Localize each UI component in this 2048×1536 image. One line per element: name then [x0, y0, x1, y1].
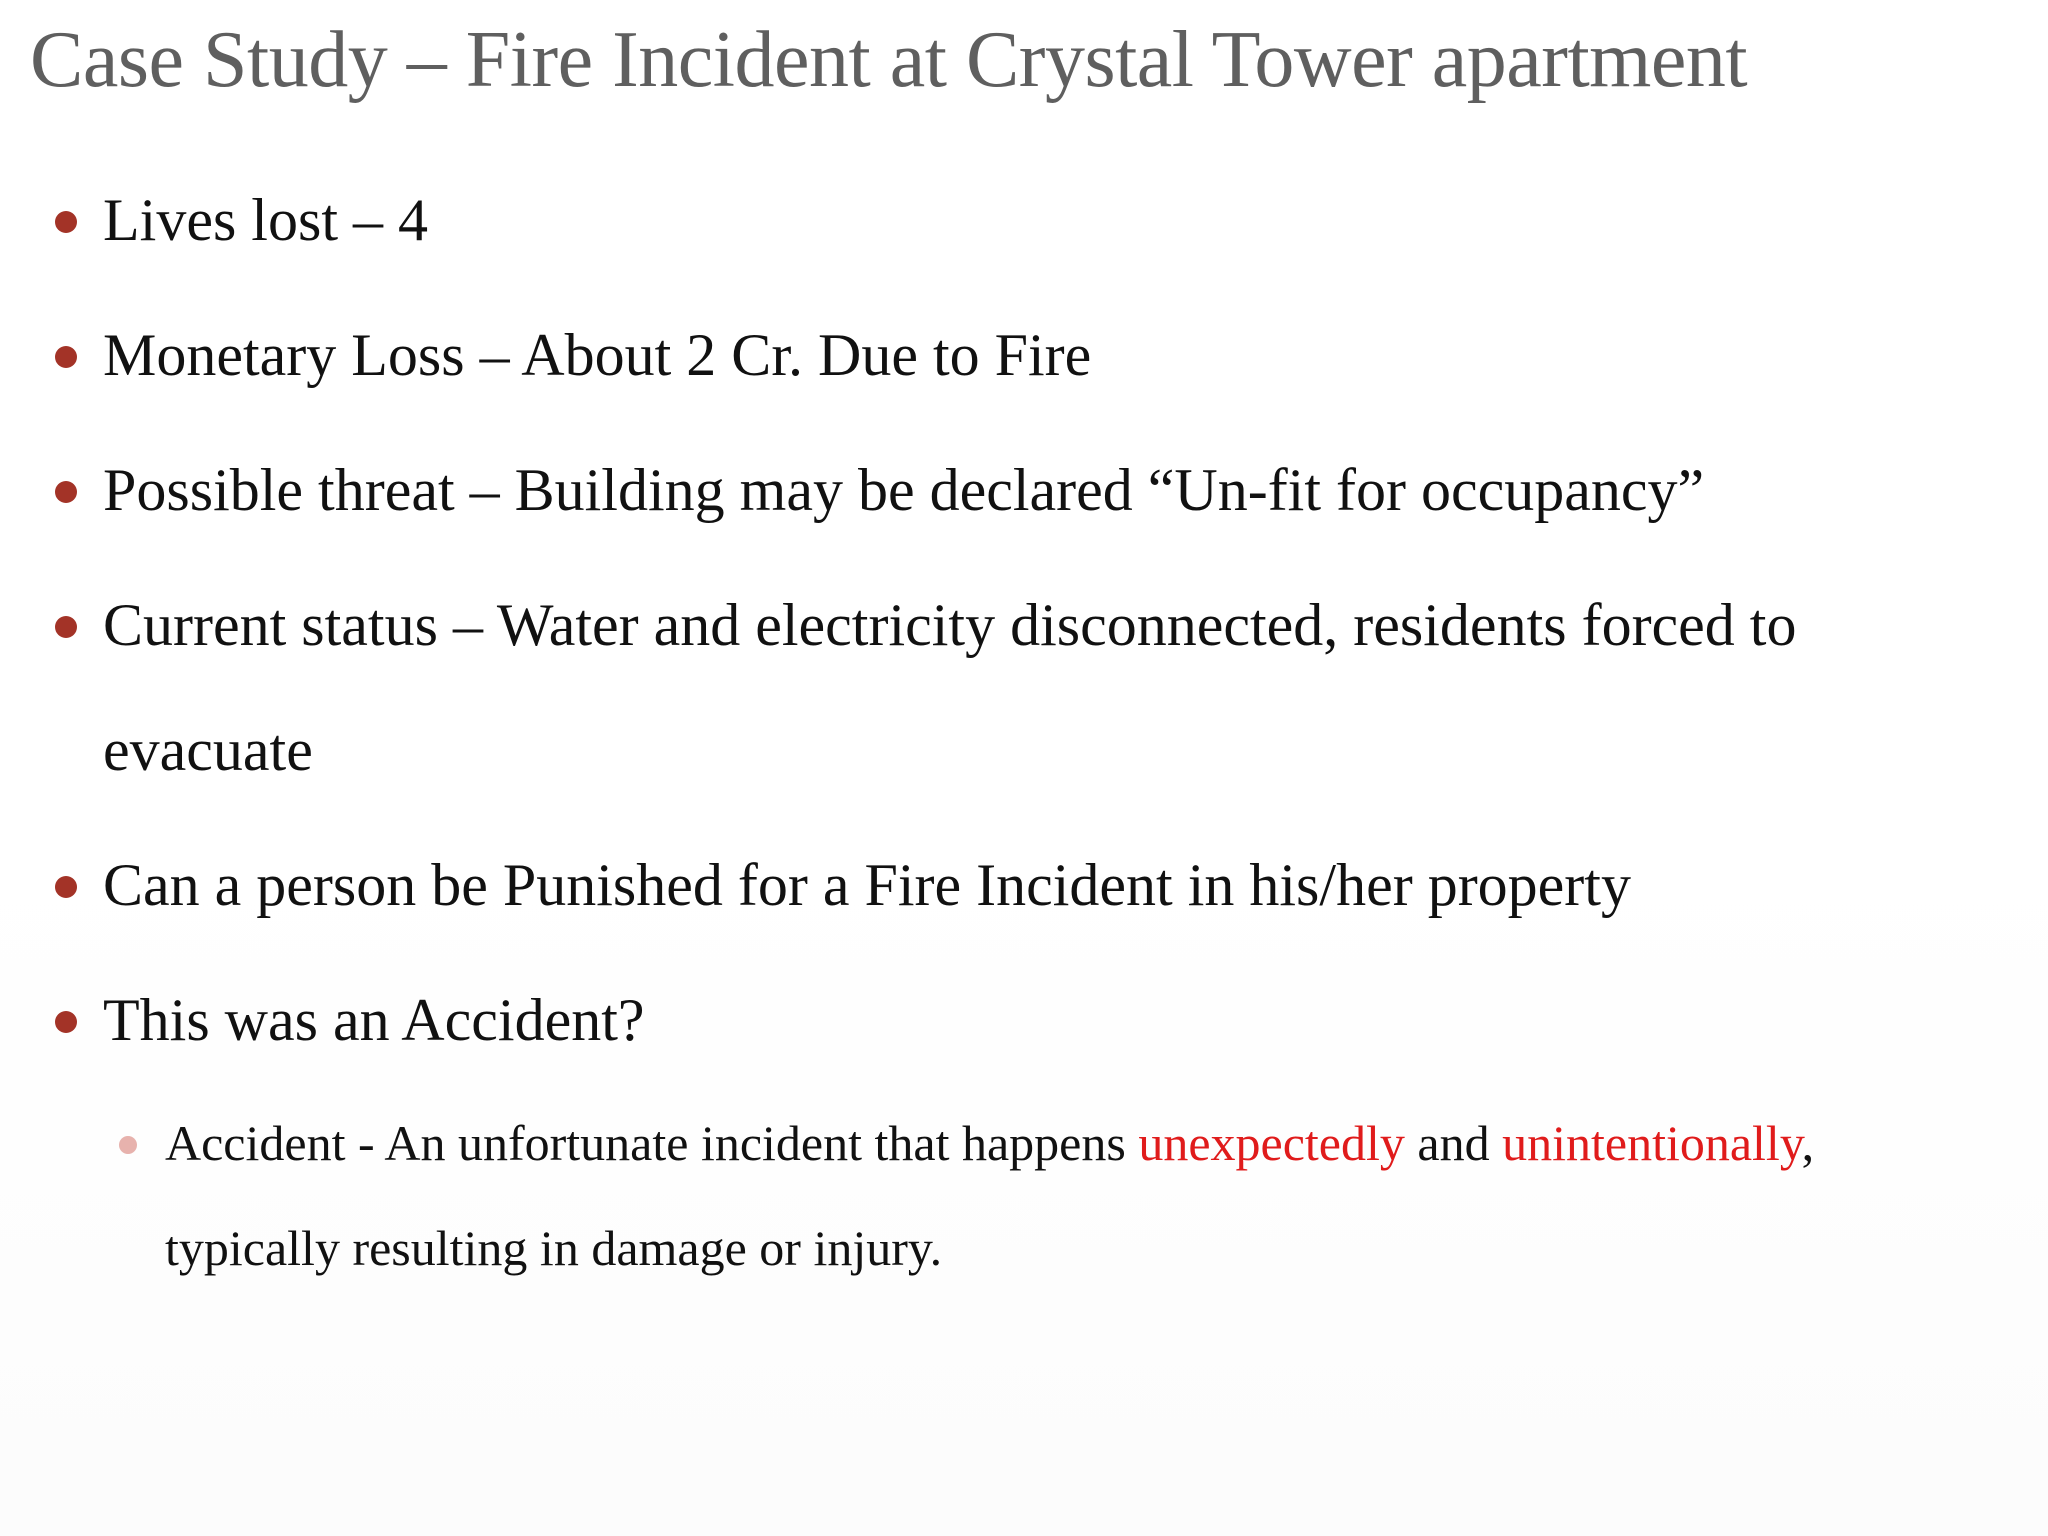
- bullet-text: Can a person be Punished for a Fire Incident in his/her property: [103, 852, 1631, 918]
- sub-bullet-text: ,: [1801, 1115, 1815, 1171]
- slide-title: Case Study – Fire Incident at Crystal Tower apartment: [30, 16, 1748, 104]
- sub-bullet-text: and: [1404, 1115, 1503, 1171]
- highlight-unexpectedly: unexpectedly: [1138, 1115, 1405, 1171]
- bullet-continuation: evacuate: [103, 717, 313, 783]
- bullet-item-accident-question: [103, 980, 645, 1060]
- bullet-dot-icon: [55, 211, 77, 233]
- bullet-dot-icon: [55, 876, 77, 898]
- bullet-dot-icon: [55, 481, 77, 503]
- bullet-dot-icon: [55, 346, 77, 368]
- bullet-item-possible-threat: [103, 450, 1704, 530]
- bullet-dot-icon: [55, 616, 77, 638]
- bullet-item-current-status: [103, 585, 1796, 665]
- highlight-unintentionally: unintentionally: [1502, 1115, 1802, 1171]
- sub-bullet-text: Accident - An unfortunate incident that happens: [165, 1115, 1139, 1171]
- sub-bullet-dot-icon: [119, 1136, 137, 1154]
- bullet-text: Possible threat – Building may be declared “Un-fit for occupancy”: [103, 457, 1705, 523]
- sub-bullet-continuation: typically resulting in damage or injury.: [165, 1220, 943, 1276]
- bullet-dot-icon: [55, 1011, 77, 1033]
- bullet-item-monetary-loss: [103, 315, 1091, 395]
- bullet-text: Current status – Water and electricity disconnected, residents forced to: [103, 592, 1797, 658]
- bullet-text: This was an Accident?: [103, 987, 645, 1053]
- bullet-item-lives-lost: [103, 180, 428, 260]
- bullet-text: Monetary Loss – About 2 Cr. Due to Fire: [103, 322, 1092, 388]
- bullet-item-punishment-question: [103, 845, 1631, 925]
- bullet-text: Lives lost – 4: [103, 187, 428, 253]
- sub-bullet-accident-definition: [165, 1108, 1814, 1178]
